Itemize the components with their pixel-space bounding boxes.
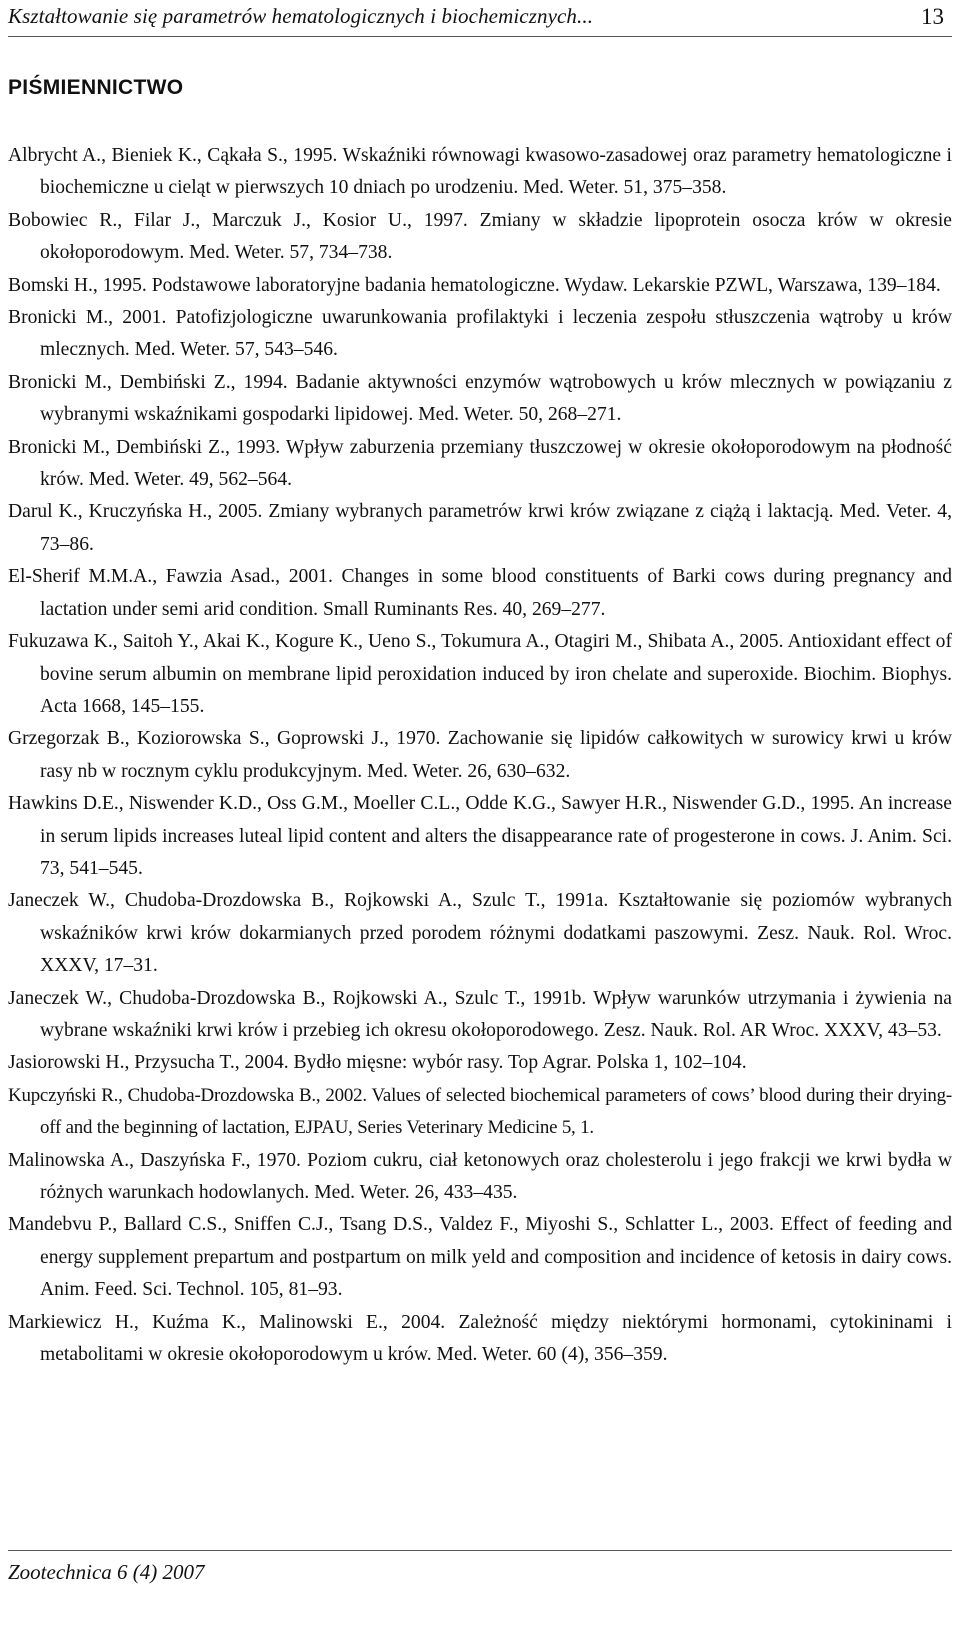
reference-item: Markiewicz H., Kuźma K., Malinowski E., 2004. Zależność między niektórymi hormonami, cytokininami i metabolitami w okresie okołoporodowym u krów. Med. Weter. 60 (4), 356–359. [8, 1311, 952, 1366]
reference-item: Bronicki M., Dembiński Z., 1993. Wpływ zaburzenia przemiany tłuszczowej w okresie okołoporodowym na płodność krów. Med. Weter. 49, 562–564. [8, 436, 952, 491]
reference-item: Kupczyński R., Chudoba-Drozdowska B., 2002. Values of selected biochemical parameters of cows’ blood during their drying-off and the beginning of lactation, EJPAU, Series Veterinary Medicine 5, 1. [8, 1084, 952, 1139]
reference-item: Bronicki M., Dembiński Z., 1994. Badanie aktywności enzymów wątrobowych u krów mlecznych w powiązaniu z wybranymi wskaźnikami gospodarki lipidowej. Med. Weter. 50, 268–271. [8, 371, 952, 426]
reference-item: Albrycht A., Bieniek K., Cąkała S., 1995. Wskaźniki równowagi kwasowo-zasadowej oraz parametry hematologiczne i biochemiczne u cieląt w pierwszych 10 dniach po urodzeniu. Med. Weter. 51, 375–358. [8, 145, 952, 199]
footer-divider [8, 1550, 952, 1551]
header-divider [8, 36, 952, 37]
page-number: 13 [921, 4, 944, 29]
reference-item: Janeczek W., Chudoba-Drozdowska B., Rojkowski A., Szulc T., 1991b. Wpływ warunków utrzymania i żywienia na wybrane wskaźniki krwi krów i przebieg ich okresu okołoporodowego. Zesz. Nauk. Rol. AR Wroc. XXXV, 43–53. [8, 987, 952, 1041]
reference-item: Malinowska A., Daszyńska F., 1970. Poziom cukru, ciał ketonowych oraz cholesterolu i jego frakcji we krwi bydła w różnych warunkach hodowlanych. Med. Weter. 26, 433–435. [8, 1149, 952, 1203]
reference-item: El-Sherif M.M.A., Fawzia Asad., 2001. Changes in some blood constituents of Barki cows during pregnancy and lactation under semi arid condition. Small Ruminants Res. 40, 269–277. [8, 566, 952, 620]
reference-item: Bobowiec R., Filar J., Marczuk J., Kosior U., 1997. Zmiany w składzie lipoprotein osocza krów w okresie okołoporodowym. Med. Weter. 57, 734–738. [8, 209, 952, 264]
reference-item: Jasiorowski H., Przysucha T., 2004. Bydło mięsne: wybór rasy. Top Agrar. Polska 1, 102–104. [8, 1052, 747, 1074]
reference-item: Mandebvu P., Ballard C.S., Sniffen C.J., Tsang D.S., Valdez F., Miyoshi S., Schlatter L., 2003. Effect of feeding and energy supplement prepartum and postpartum on milk yeld and composition and incidence of ketosis in dairy cows. Anim. Feed. Sci. Technol. 105, 81–93. [8, 1214, 952, 1301]
section-title: PIŚMIENNICTWO [8, 76, 184, 99]
page-header [8, 4, 952, 34]
running-title: Kształtowanie się parametrów hematologicznych i biochemicznych... [8, 4, 594, 28]
reference-item: Fukuzawa K., Saitoh Y., Akai K., Kogure K., Ueno S., Tokumura A., Otagiri M., Shibata A., 2005. Antioxidant effect of bovine serum albumin on membrane lipid peroxidation induced by iron chelate and superoxide. Biochim. Biophys. Acta 1668, 145–155. [8, 631, 952, 717]
journal-footer: Zootechnica 6 (4) 2007 [8, 1560, 205, 1584]
reference-item: Bomski H., 1995. Podstawowe laboratoryjne badania hematologiczne. Wydaw. Lekarskie PZWL, Warszawa, 139–184. [8, 274, 941, 296]
reference-item: Grzegorzak B., Koziorowska S., Goprowski J., 1970. Zachowanie się lipidów całkowitych w surowicy krwi u krów rasy nb w rocznym cyklu produkcyjnym. Med. Weter. 26, 630–632. [8, 728, 952, 782]
reference-item: Bronicki M., 2001. Patofizjologiczne uwarunkowania profilaktyki i leczenia zespołu stłuszczenia wątroby u krów mlecznych. Med. Weter. 57, 543–546. [8, 307, 952, 361]
reference-item: Darul K., Kruczyńska H., 2005. Zmiany wybranych parametrów krwi krów związane z ciążą i laktacją. Med. Veter. 4, 73–86. [8, 501, 952, 555]
reference-item: Janeczek W., Chudoba-Drozdowska B., Rojkowski A., Szulc T., 1991a. Kształtowanie się poziomów wybranych wskaźników krwi krów dokarmianych przed porodem różnymi dodatkami paszowymi. Zesz. Nauk. Rol. Wroc. XXXV, 17–31. [8, 890, 952, 977]
reference-list [8, 140, 952, 1371]
reference-item: Hawkins D.E., Niswender K.D., Oss G.M., Moeller C.L., Odde K.G., Sawyer H.R., Niswender G.D., 1995. An increase in serum lipids increases luteal lipid content and alters the disappearance rate of progesterone in cows. J. Anim. Sci. 73, 541–545. [8, 793, 952, 879]
